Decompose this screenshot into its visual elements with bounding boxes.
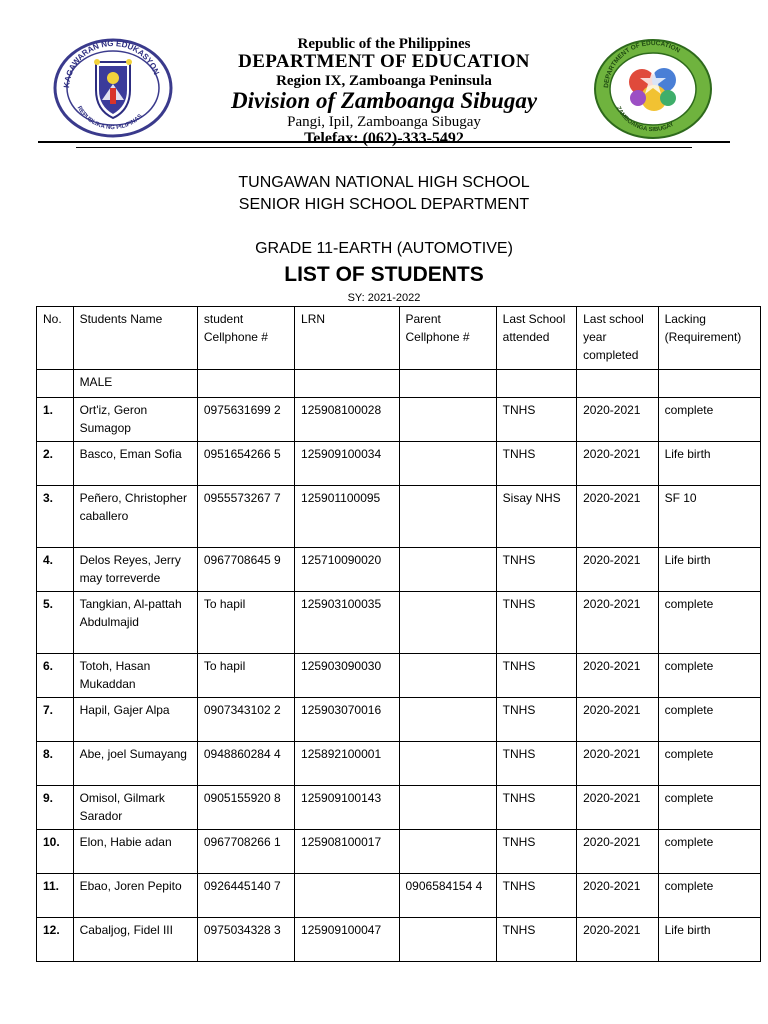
row-number: 5. bbox=[37, 592, 74, 654]
lacking-requirement: complete bbox=[658, 874, 760, 918]
student-cellphone: 0967708645 9 bbox=[197, 548, 294, 592]
header-rule-thin bbox=[76, 147, 692, 148]
table-row bbox=[37, 654, 761, 698]
last-school-year: 2020-2021 bbox=[577, 592, 658, 654]
last-school-year: 2020-2021 bbox=[577, 654, 658, 698]
last-school-attended: Sisay NHS bbox=[496, 486, 576, 548]
lacking-requirement: SF 10 bbox=[658, 486, 760, 548]
header-last-school: Last School attended bbox=[496, 307, 576, 370]
last-school-attended: TNHS bbox=[496, 398, 576, 442]
grade-section: GRADE 11-EARTH (AUTOMOTIVE) bbox=[255, 240, 513, 257]
lacking-requirement: complete bbox=[658, 786, 760, 830]
student-cellphone: 0951654266 5 bbox=[197, 442, 294, 486]
empty-cell bbox=[658, 370, 760, 398]
empty-cell bbox=[197, 370, 294, 398]
parent-cellphone bbox=[399, 398, 496, 442]
student-lrn: 125909100034 bbox=[295, 442, 399, 486]
last-school-attended: TNHS bbox=[496, 874, 576, 918]
student-name: Abe, joel Sumayang bbox=[73, 742, 197, 786]
last-school-attended: TNHS bbox=[496, 698, 576, 742]
division-line: Division of Zamboanga Sibugay bbox=[230, 87, 538, 113]
parent-cellphone bbox=[399, 918, 496, 962]
last-school-year: 2020-2021 bbox=[577, 486, 658, 548]
page-title: LIST OF STUDENTS bbox=[284, 263, 484, 286]
student-cellphone: 0967708266 1 bbox=[197, 830, 294, 874]
last-school-year: 2020-2021 bbox=[577, 918, 658, 962]
last-school-year: 2020-2021 bbox=[577, 786, 658, 830]
empty-cell bbox=[295, 370, 399, 398]
group-label: MALE bbox=[73, 370, 197, 398]
parent-cellphone bbox=[399, 830, 496, 874]
republic-line: Republic of the Philippines bbox=[297, 36, 471, 52]
student-cellphone: 0975631699 2 bbox=[197, 398, 294, 442]
header-lrn: LRN bbox=[295, 307, 399, 370]
lacking-requirement: complete bbox=[658, 742, 760, 786]
table-row bbox=[37, 698, 761, 742]
region-line: Region IX, Zamboanga Peninsula bbox=[276, 72, 492, 89]
parent-cellphone bbox=[399, 654, 496, 698]
group-row-male bbox=[37, 370, 761, 398]
parent-cellphone bbox=[399, 486, 496, 548]
table-row bbox=[37, 442, 761, 486]
school-year: SY: 2021-2022 bbox=[347, 292, 421, 304]
header-last-school-year: Last school year completed bbox=[577, 307, 658, 370]
student-lrn: 125908100028 bbox=[295, 398, 399, 442]
last-school-year: 2020-2021 bbox=[577, 830, 658, 874]
header-no: No. bbox=[37, 307, 74, 370]
student-lrn: 125901100095 bbox=[295, 486, 399, 548]
student-name: Ort'iz, Geron Sumagop bbox=[73, 398, 197, 442]
student-name: Elon, Habie adan bbox=[73, 830, 197, 874]
last-school-attended: TNHS bbox=[496, 654, 576, 698]
student-cellphone: To hapil bbox=[197, 654, 294, 698]
parent-cellphone bbox=[399, 742, 496, 786]
row-number: 12. bbox=[37, 918, 74, 962]
school-name: TUNGAWAN NATIONAL HIGH SCHOOL bbox=[238, 174, 530, 191]
svg-text:REPUBLIKA NG PILIPINAS: REPUBLIKA NG PILIPINAS bbox=[75, 105, 144, 132]
row-number: 7. bbox=[37, 698, 74, 742]
table-row bbox=[37, 486, 761, 548]
student-lrn: 125909100047 bbox=[295, 918, 399, 962]
empty-cell bbox=[399, 370, 496, 398]
letterhead bbox=[180, 36, 588, 147]
student-lrn: 125908100017 bbox=[295, 830, 399, 874]
header-cellphone: student Cellphone # bbox=[197, 307, 294, 370]
student-lrn: 125903070016 bbox=[295, 698, 399, 742]
header-lacking: Lacking (Requirement) bbox=[658, 307, 760, 370]
parent-cellphone bbox=[399, 698, 496, 742]
deped-seal-logo bbox=[52, 38, 174, 138]
student-cellphone: 0955573267 7 bbox=[197, 486, 294, 548]
student-lrn: 125909100143 bbox=[295, 786, 399, 830]
student-cellphone: 0975034328 3 bbox=[197, 918, 294, 962]
row-number: 1. bbox=[37, 398, 74, 442]
last-school-attended: TNHS bbox=[496, 918, 576, 962]
telefax-line: Telefax: (062)-333-5492 bbox=[304, 129, 464, 147]
last-school-year: 2020-2021 bbox=[577, 398, 658, 442]
last-school-attended: TNHS bbox=[496, 592, 576, 654]
table-row bbox=[37, 874, 761, 918]
lacking-requirement: Life birth bbox=[658, 548, 760, 592]
student-name: Hapil, Gajer Alpa bbox=[73, 698, 197, 742]
last-school-attended: TNHS bbox=[496, 830, 576, 874]
student-cellphone: 0905155920 8 bbox=[197, 786, 294, 830]
row-number: 11. bbox=[37, 874, 74, 918]
empty-cell bbox=[577, 370, 658, 398]
table-row bbox=[37, 918, 761, 962]
department-line: DEPARTMENT OF EDUCATION bbox=[238, 51, 530, 73]
student-name: Omisol, Gilmark Sarador bbox=[73, 786, 197, 830]
row-number: 9. bbox=[37, 786, 74, 830]
empty-cell bbox=[496, 370, 576, 398]
svg-text:DEPARTMENT OF EDUCATION: DEPARTMENT OF EDUCATION bbox=[603, 39, 682, 89]
row-number: 3. bbox=[37, 486, 74, 548]
lacking-requirement: Life birth bbox=[658, 918, 760, 962]
row-number: 4. bbox=[37, 548, 74, 592]
lacking-requirement: complete bbox=[658, 698, 760, 742]
student-lrn bbox=[295, 874, 399, 918]
group-no-cell bbox=[37, 370, 74, 398]
parent-cellphone bbox=[399, 592, 496, 654]
last-school-attended: TNHS bbox=[496, 442, 576, 486]
student-cellphone: 0948860284 4 bbox=[197, 742, 294, 786]
last-school-year: 2020-2021 bbox=[577, 742, 658, 786]
student-name: Totoh, Hasan Mukaddan bbox=[73, 654, 197, 698]
address-line: Pangi, Ipil, Zamboanga Sibugay bbox=[287, 113, 481, 130]
table-header-row bbox=[37, 307, 761, 370]
header-name: Students Name bbox=[73, 307, 197, 370]
last-school-year: 2020-2021 bbox=[577, 698, 658, 742]
table-row bbox=[37, 742, 761, 786]
parent-cellphone bbox=[399, 442, 496, 486]
last-school-year: 2020-2021 bbox=[577, 874, 658, 918]
student-cellphone: 0926445140 7 bbox=[197, 874, 294, 918]
student-name: Peñero, Christopher caballero bbox=[73, 486, 197, 548]
lacking-requirement: complete bbox=[658, 830, 760, 874]
department-name: SENIOR HIGH SCHOOL DEPARTMENT bbox=[238, 196, 530, 213]
table-row bbox=[37, 398, 761, 442]
student-name: Cabaljog, Fidel III bbox=[73, 918, 197, 962]
row-number: 10. bbox=[37, 830, 74, 874]
svg-text:KAGAWARAN NG EDUKASYON: KAGAWARAN NG EDUKASYON bbox=[61, 38, 161, 89]
division-seal-logo bbox=[592, 38, 714, 140]
student-name: Delos Reyes, Jerry may torreverde bbox=[73, 548, 197, 592]
student-name: Ebao, Joren Pepito bbox=[73, 874, 197, 918]
parent-cellphone bbox=[399, 548, 496, 592]
svg-text:ZAMBOANGA SIBUGAY: ZAMBOANGA SIBUGAY bbox=[614, 105, 676, 134]
student-lrn: 125903100035 bbox=[295, 592, 399, 654]
table-row bbox=[37, 830, 761, 874]
table-row bbox=[37, 592, 761, 654]
lacking-requirement: Life birth bbox=[658, 442, 760, 486]
header-rule-thick bbox=[38, 141, 730, 143]
last-school-year: 2020-2021 bbox=[577, 442, 658, 486]
table-row bbox=[37, 548, 761, 592]
student-name: Basco, Eman Sofia bbox=[73, 442, 197, 486]
last-school-year: 2020-2021 bbox=[577, 548, 658, 592]
last-school-attended: TNHS bbox=[496, 548, 576, 592]
student-lrn: 125710090020 bbox=[295, 548, 399, 592]
student-lrn: 125892100001 bbox=[295, 742, 399, 786]
table-row bbox=[37, 786, 761, 830]
student-name: Tangkian, Al-pattah Abdulmajid bbox=[73, 592, 197, 654]
last-school-attended: TNHS bbox=[496, 742, 576, 786]
students-table bbox=[36, 306, 761, 962]
row-number: 8. bbox=[37, 742, 74, 786]
student-lrn: 125903090030 bbox=[295, 654, 399, 698]
lacking-requirement: complete bbox=[658, 592, 760, 654]
last-school-attended: TNHS bbox=[496, 786, 576, 830]
row-number: 6. bbox=[37, 654, 74, 698]
student-cellphone: 0907343102 2 bbox=[197, 698, 294, 742]
parent-cellphone bbox=[399, 786, 496, 830]
lacking-requirement: complete bbox=[658, 654, 760, 698]
parent-cellphone: 0906584154 4 bbox=[399, 874, 496, 918]
lacking-requirement: complete bbox=[658, 398, 760, 442]
row-number: 2. bbox=[37, 442, 74, 486]
header-parent-cellphone: Parent Cellphone # bbox=[399, 307, 496, 370]
student-cellphone: To hapil bbox=[197, 592, 294, 654]
